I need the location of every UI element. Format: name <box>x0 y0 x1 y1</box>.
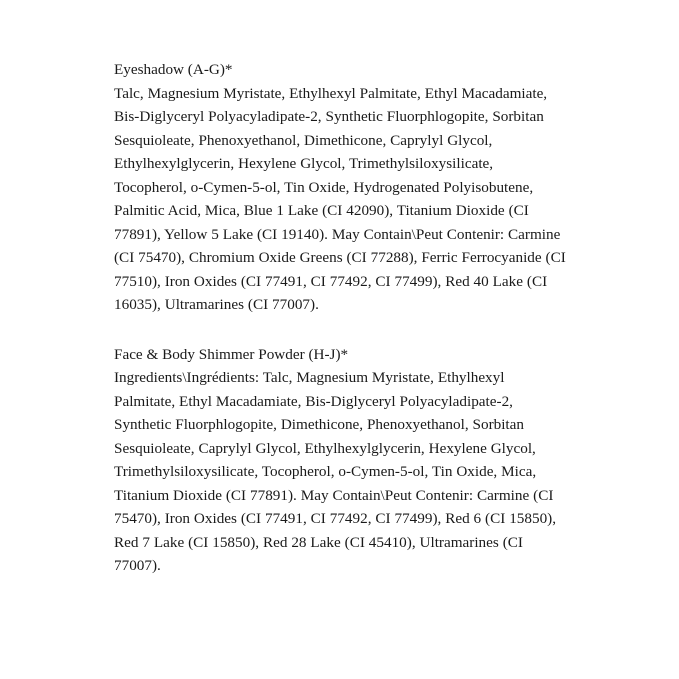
section-eyeshadow <box>114 58 569 317</box>
section-face-body-shimmer-powder <box>114 343 569 578</box>
section-body-eyeshadow: Talc, Magnesium Myristate, Ethylhexyl Palmitate, Ethyl Macadamiate, Bis-Diglyceryl Polyacyladipate-2, Synthetic Fluorphlogopite, Sorbitan Sesquioleate, Phenoxyethanol, Dimethicone, Caprylyl Glycol, Ethylhexylglycerin, Hexylene Glycol, Trimethylsiloxysilicate, Tocopherol, o-Cymen-5-ol, Tin Oxide, Hydrogenated Polyisobutene, Palmitic Acid, Mica, Blue 1 Lake (CI 42090), Titanium Dioxide (CI 77891), Yellow 5 Lake (CI 19140). May Contain\Peut Contenir: Carmine (CI 75470), Chromium Oxide Greens (CI 77288), Ferric Ferrocyanide (CI 77510), Iron Oxides (CI 77491, CI 77492, CI 77499), Red 40 Lake (CI 16035), Ultramarines (CI 77007). <box>114 84 566 313</box>
section-body-face-body-shimmer-powder: Ingredients\Ingrédients: Talc, Magnesium Myristate, Ethylhexyl Palmitate, Ethyl Macadamiate, Bis-Diglyceryl Polyacyladipate-2, Synthetic Fluorphlogopite, Dimethicone, Phenoxyethanol, Sorbitan Sesquioleate, Caprylyl Glycol, Ethylhexylglycerin, Hexylene Glycol, Trimethylsiloxysilicate, Tocopherol, o-Cymen-5-ol, Tin Oxide, Mica, Titanium Dioxide (CI 77891). May Contain\Peut Contenir: Carmine (CI 75470), Iron Oxides (CI 77491, CI 77492, CI 77499), Red 6 (CI 15850), Red 7 Lake (CI 15850), Red 28 Lake (CI 45410), Ultramarines (CI 77007). <box>114 369 557 574</box>
section-title-face-body-shimmer-powder: Face & Body Shimmer Powder (H-J)* <box>114 345 349 363</box>
section-title-eyeshadow: Eyeshadow (A-G)* <box>114 61 233 78</box>
